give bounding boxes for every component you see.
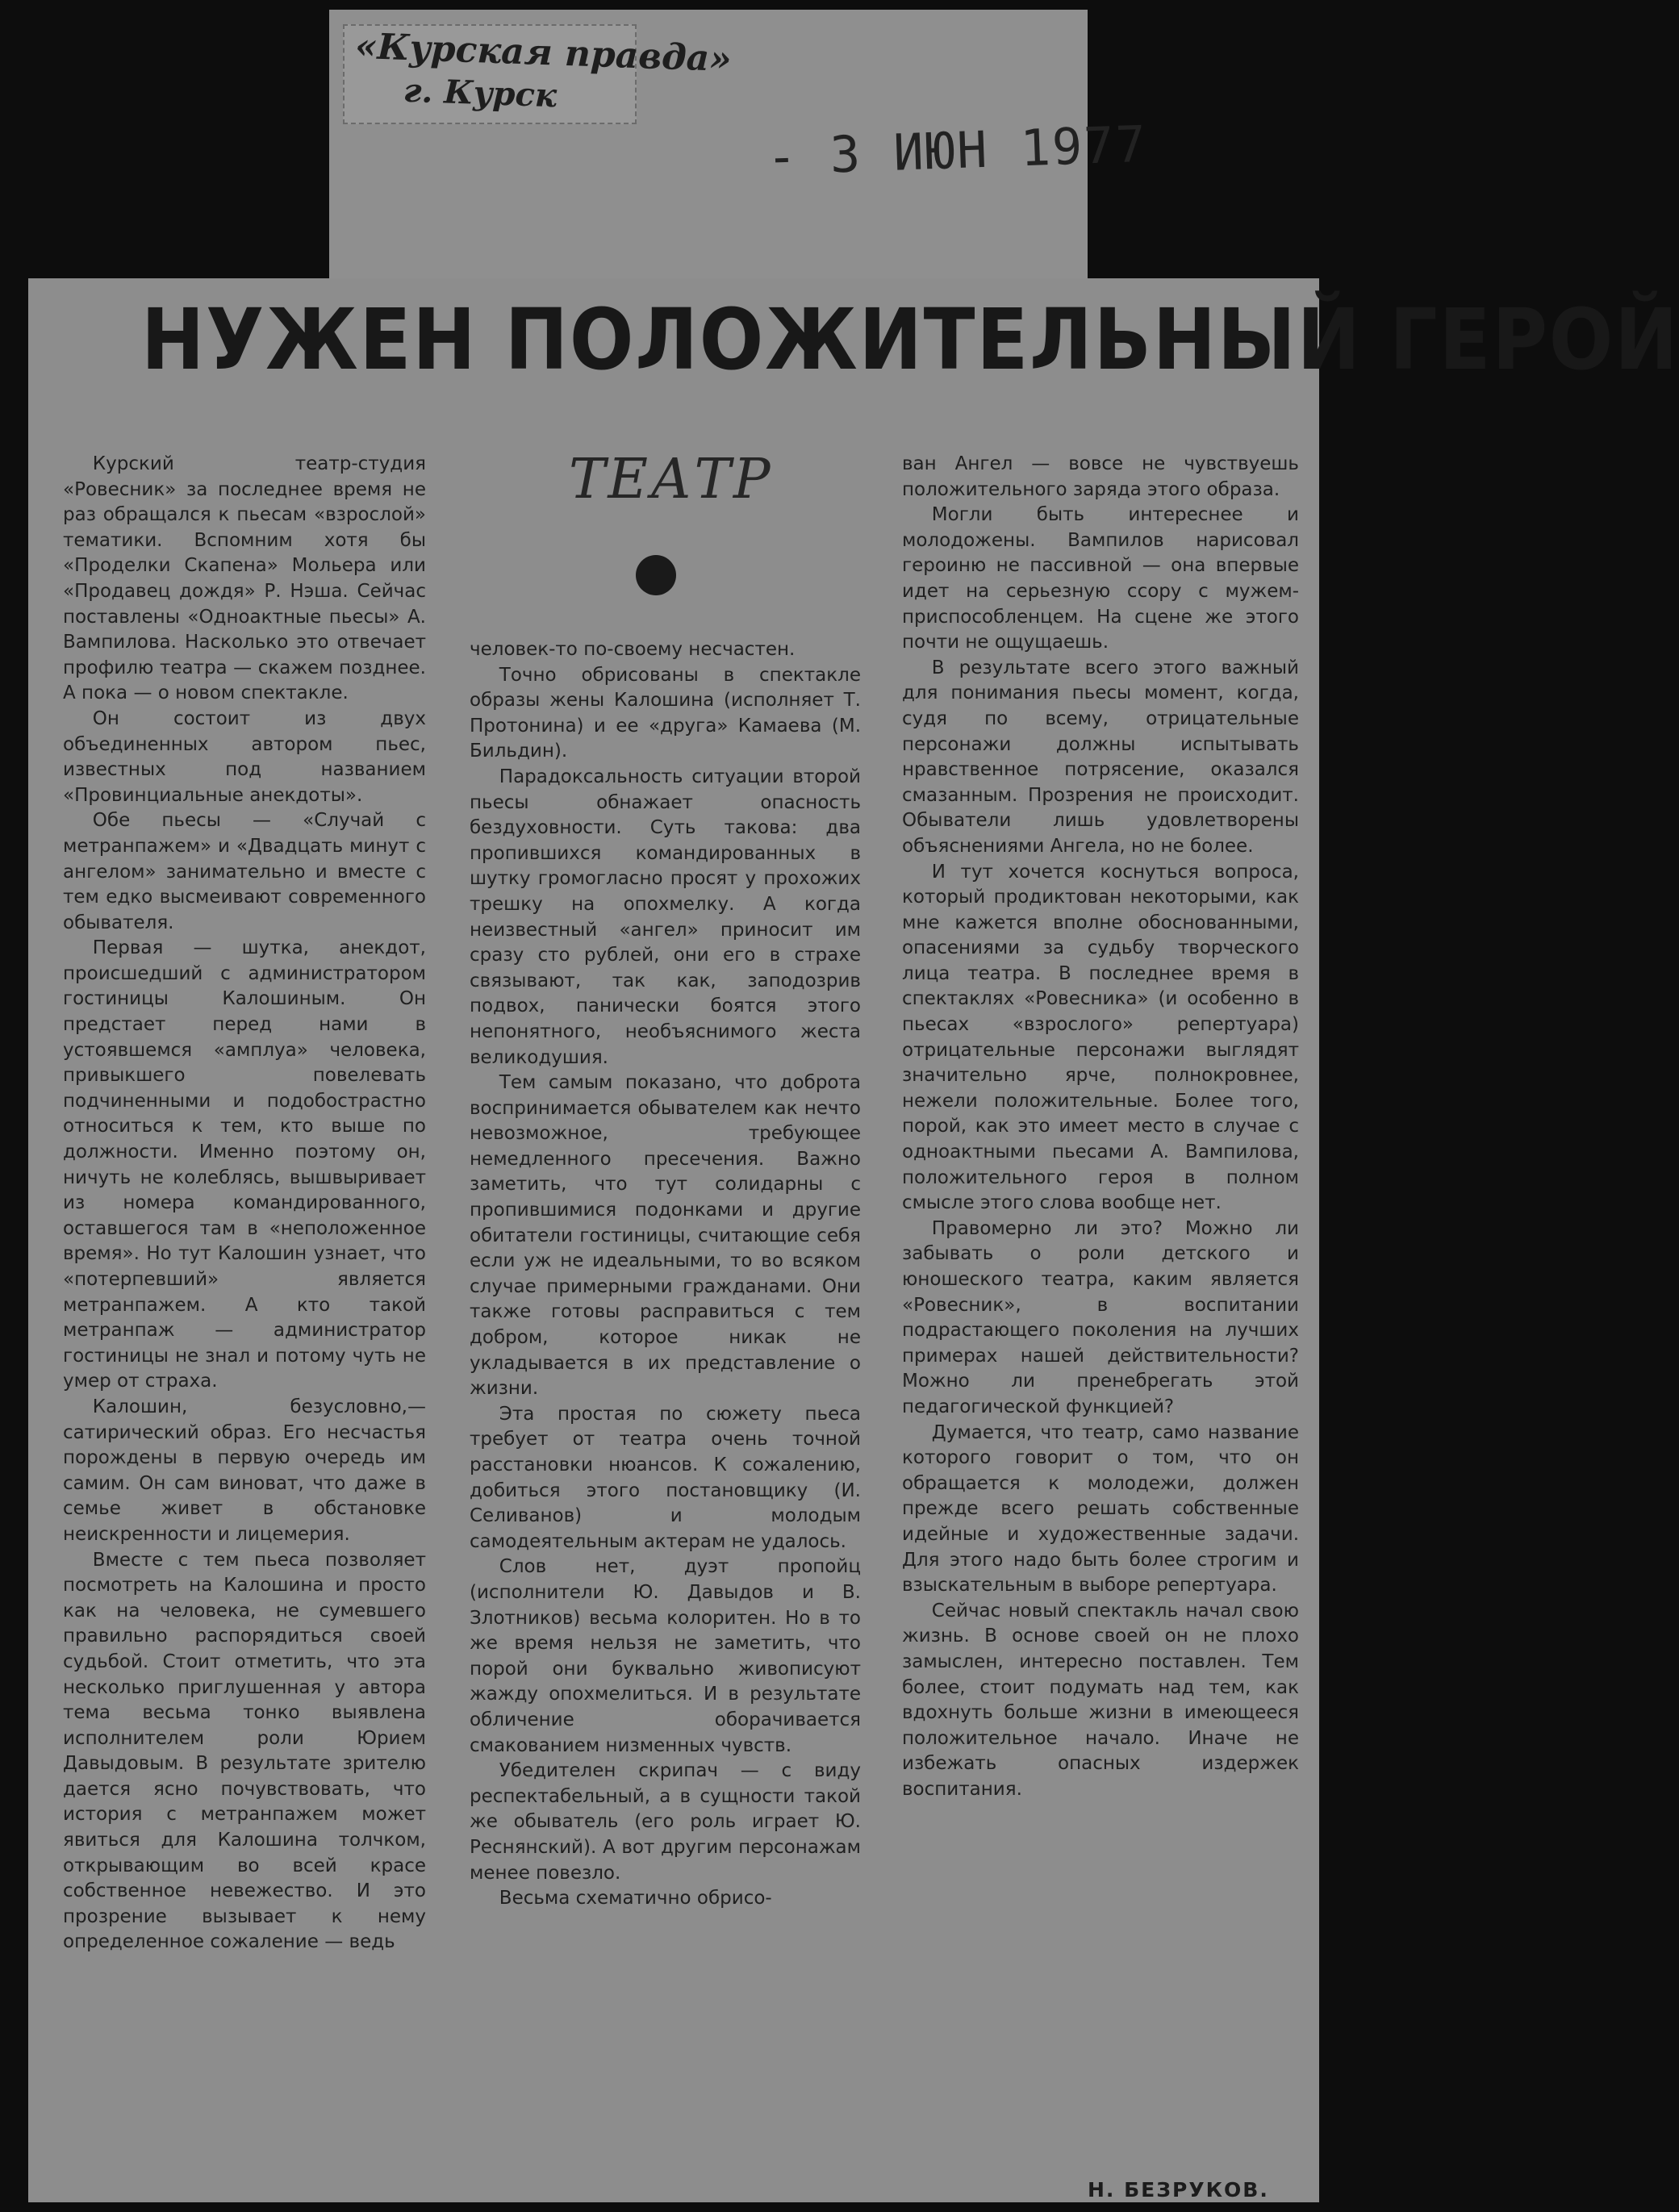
paragraph: Вместе с тем пьеса позволяет посмотреть на Калошина и просто как на человека, не сумевшего правильно распорядиться своей судьбой. Стоит отметить, что эта несколько приглушенная у автора тема весьма тонко выявлена исполнителем роли Юрием Давыдовым. В результате зрителю дается ясно почувствовать, что история с метранпажем может явиться для Калошина толчком, открывающим во всей красе собственное невежество. И это прозрение вызывает к нему определенное сожаление — ведь bbox=[63, 1549, 426, 1953]
paragraph: Думается, что театр, само название которого говорит о том, что он обращается к молодежи, должен прежде всего решать собственные идейные и художественные задачи. Для этого надо быть более строгим и взыскательным в выборе репертуара. bbox=[902, 1421, 1299, 1596]
stamp-newspaper-name: «Курская правда» bbox=[354, 25, 733, 81]
paragraph: Первая — шутка, анекдот, происшедший с администратором гостиницы Калошиным. Он предстает перед нами в устоявшемся «амплуа» человека, привыкшего повелевать подчиненными и подобострастно относиться к тем, кто выше по должности. Именно поэтому он, ничуть не колеблясь, вышвыривает из номера командированного, оставшегося там в «неположенное время». Но тут Калошин узнает, что «потерпевший» является метранпажем. А кто такой метранпаж — администратор гостиницы не знал и потому чуть не умер от страха. bbox=[63, 937, 426, 1392]
article-column-3 bbox=[902, 452, 1299, 1802]
paragraph: Эта простая по сюжету пьеса требует от театра очень точной расстановки нюансов. К сожалению, добиться этого постановщику (И. Селиванов) и молодым самодеятельным актерам не удалось. bbox=[470, 1403, 861, 1552]
paragraph: Сейчас новый спектакль начал свою жизнь. В основе своей он не плохо замыслен, интересно поставлен. Тем более, стоит подумать над тем, как вдохнуть больше жизни в имеющееся положительное начало. Иначе не избежать опасных издержек воспитания. bbox=[902, 1600, 1299, 1800]
paragraph: Парадоксальность ситуации второй пьесы обнажает опасность бездуховности. Суть такова: два пропившихся командированных в шутку громогласно просят у прохожих трешку на опохмелку. А когда неизвестный «ангел» приносит им сразу сто рублей, они его в страхе связывают, так как, заподозрив подвох, панически боятся этого непонятного, необъяснимого жеста великодушия. bbox=[470, 766, 861, 1068]
article-column-2 bbox=[470, 637, 861, 1912]
paragraph: Могли быть интереснее и молодожены. Вампилов нарисовал героиню не пассивной — она впервые идет на серьезную ссору с мужем-приспособленцем. На сцене же этого почти не ощущаешь. bbox=[902, 504, 1299, 653]
paragraph: человек-то по-своему несчастен. bbox=[470, 639, 796, 660]
author-signature: Н. БЕЗРУКОВ. bbox=[1088, 2178, 1269, 2202]
rubric-label: ТЕАТР bbox=[569, 448, 773, 511]
paragraph: ван Ангел — вовсе не чувствуешь положительного заряда этого образа. bbox=[902, 453, 1299, 500]
paragraph: Обе пьесы — «Случай с метранпажем» и «Двадцать минут с ангелом» занимательно и вместе с тем едко высмеивают современного обывателя. bbox=[63, 810, 426, 933]
paragraph: Весьма схематично обрисо- bbox=[499, 1888, 772, 1909]
paragraph: Точно обрисованы в спектакле образы жены Калошина (исполняет Т. Протонина) и ее «друга» Камаева (М. Бильдин). bbox=[470, 664, 861, 762]
paragraph: Убедителен скрипач — с виду респектабельный, а в сущности такой же обыватель (его роль играет Ю. Реснянский). А вот другим персонажам менее повезло. bbox=[470, 1760, 861, 1884]
paragraph: Правомерно ли это? Можно ли забывать о роли детского и юношеского театра, каким является «Ровесник», в воспитании подрастающего поколения на лучших примерах нашей действительности? Можно ли пренебрегать этой педагогической функцией? bbox=[902, 1217, 1299, 1417]
stamp-city: г. Курск bbox=[403, 71, 558, 115]
paragraph: И тут хочется коснуться вопроса, который продиктован некоторыми, как мне кажется вполне обоснованными, опасениями за судьбу творческого лица театра. В последнее время в спектаклях «Ровесника» (и особенно в пьесах «взрослого» репертуара) отрицательные персонажи выглядят значительно ярче, полнокровнее, нежели положительные. Более того, порой, как это имеет место в случае с одноактными пьесами А. Вампилова, положительного героя в полном смысле этого слова вообще нет. bbox=[902, 861, 1299, 1214]
paragraph: Курский театр-студия «Ровесник» за последнее время не раз обращался к пьесам «взрослой» тематики. Вспомним хотя бы «Проделки Скапена» Мольера или «Продавец дождя» Р. Нэша. Сейчас поставлены «Одноактные пьесы» А. Вампилова. Насколько это отвечает профилю театра — скажем позднее. А пока — о новом спектакле. bbox=[63, 453, 426, 704]
paragraph: Тем самым показано, что доброта воспринимается обывателем как нечто невозможное, требующее немедленного пресечения. Важно заметить, что тут солидарны с пропившимися подонками и другие обитатели гостиницы, считающие себя если уж не идеальными, то во всяком случае примерными гражданами. Они также готовы расправиться с тем добром, которое никак не укладывается в их представление о жизни. bbox=[470, 1072, 861, 1400]
paragraph: В результате всего этого важный для понимания пьесы момент, когда, судя по всему, отрицательные персонажи должны испытывать нравственное потрясение, оказался смазанным. Прозрения не происходит. Обыватели лишь удовлетворены объяснениями Ангела, но не более. bbox=[902, 657, 1299, 857]
bullet-dot-icon bbox=[636, 555, 676, 595]
paragraph: Слов нет, дуэт пропойц (исполнители Ю. Давыдов и В. Злотников) весьма колоритен. Но в то же время нельзя не заметить, что порой они буквально живописуют жажду опохмелиться. И в результате обличение оборачивается смакованием низменных чувств. bbox=[470, 1556, 861, 1756]
paragraph: Калошин, безусловно,— сатирический образ. Его несчастья порождены в первую очередь им самим. Он сам виноват, что даже в семье живет в обстановке неискренности и лицемерия. bbox=[63, 1396, 426, 1545]
paragraph: Он состоит из двух объединенных автором пьес, известных под названием «Провинциальные анекдоты». bbox=[63, 707, 426, 806]
article-headline: НУЖЕН ПОЛОЖИТЕЛЬНЫЙ ГЕРОЙ bbox=[141, 290, 1679, 389]
date-stamp: - 3 ИЮН 1977 bbox=[765, 114, 1149, 187]
article-column-1 bbox=[63, 452, 426, 1955]
